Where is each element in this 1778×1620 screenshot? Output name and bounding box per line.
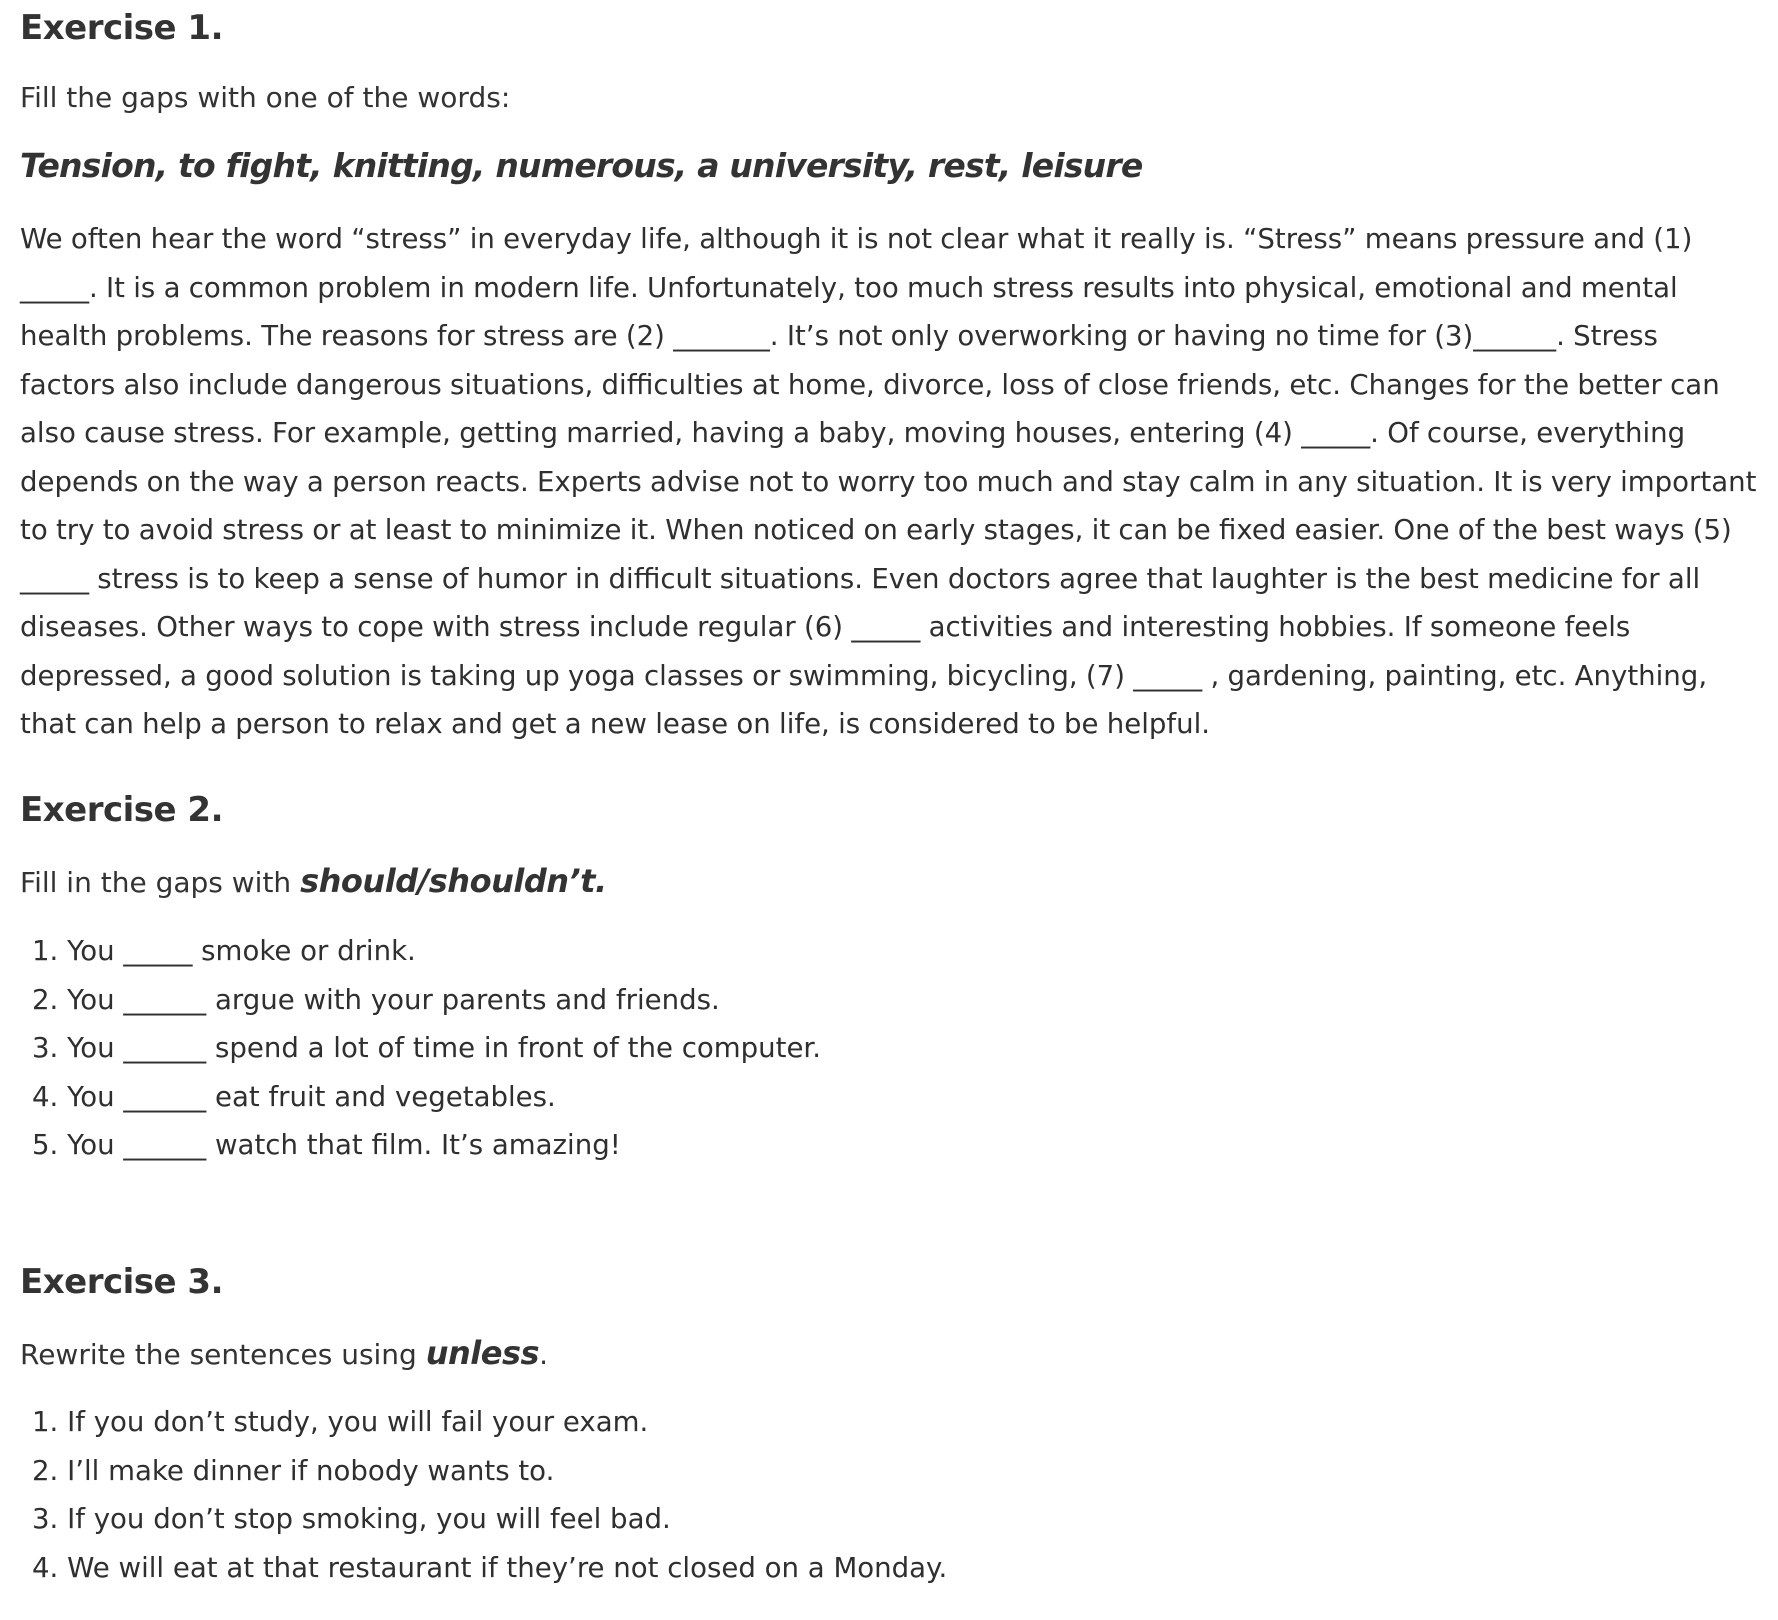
exercise-1-instruction: Fill the gaps with one of the words: <box>20 81 511 114</box>
exercise-2-instruction <box>20 862 607 900</box>
list-item: 1. You _____ smoke or drink. <box>32 934 416 967</box>
list-item: 2. I’ll make dinner if nobody wants to. <box>32 1453 555 1487</box>
exercise-1-title: Exercise 1. <box>20 8 223 48</box>
exercise-3-instruction-text: Rewrite the sentences using <box>20 1338 426 1371</box>
exercise-2-instruction-emphasis: should/shouldn’t. <box>300 862 607 900</box>
list-item: 3. If you don’t stop smoking, you will feel bad. <box>32 1502 671 1535</box>
exercise-3-instruction-emphasis: unless <box>425 1334 540 1372</box>
list-item: 4. We will eat at that restaurant if they’re not closed on a Monday. <box>32 1550 948 1584</box>
list-item: 4. You ______ eat fruit and vegetables. <box>32 1079 556 1113</box>
exercise-2-instruction-text: Fill in the gaps with <box>20 866 301 899</box>
exercise-3-title: Exercise 3. <box>20 1262 223 1302</box>
exercise-1-text: We often hear the word “stress” in everyday life, although it is not clear what it really is. “Stress” means pressure and (1) _____. It is a common problem in modern life. Unfortunately, too much stress results into physical, emotional and mental health problems. The reasons for stress are (2) _______. It’s not only overworking or having no time for (3)______. Stress factors also include dangerous situations, difficulties at home, divorce, loss of close friends, etc. Changes for the better can also cause stress. For example, getting married, having a baby, moving houses, entering (4) _____. Of course, everything depends on the way a person reacts. Experts advise not to worry too much and stay calm in any situation. It is very important to try to avoid stress or at least to minimize it. When noticed on early stages, it can be fixed easier. One of the best ways (5) _____ stress is to keep a sense of humor in difficult situations. Even doctors agree that laughter is the best medicine for all diseases. Other ways to cope with stress include regular (6) _____ activities and interesting hobbies. If someone feels depressed, a good solution is taking up yoga classes or swimming, bicycling, (7) _____ , gardening, painting, etc. Anything, that can help a person to relax and get a new lease on life, is considered to be helpful. <box>20 222 1757 740</box>
list-item: 3. You ______ spend a lot of time in front of the computer. <box>32 1031 822 1064</box>
list-item: 1. If you don’t study, you will fail your exam. <box>32 1405 649 1438</box>
exercise-3-instruction-suffix: . <box>539 1338 548 1371</box>
list-item: 5. You ______ watch that film. It’s amazing! <box>32 1128 621 1161</box>
exercise-3-list <box>32 1398 947 1592</box>
exercise-3-instruction <box>20 1334 548 1372</box>
exercise-2-title: Exercise 2. <box>20 790 223 830</box>
list-item: 2. You ______ argue with your parents and friends. <box>32 982 720 1016</box>
exercise-2-list <box>32 927 821 1170</box>
exercise-1-word-bank: Tension, to fight, knitting, numerous, a university, rest, leisure <box>20 146 1143 185</box>
